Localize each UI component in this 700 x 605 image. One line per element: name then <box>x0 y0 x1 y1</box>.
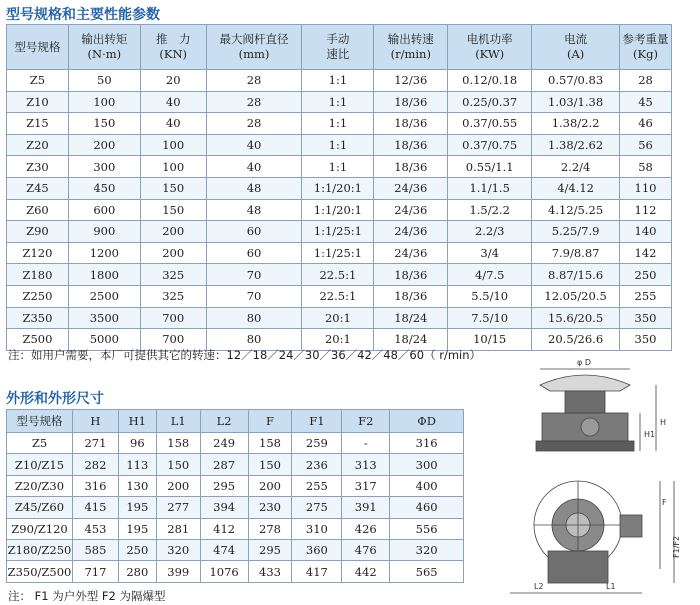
table-cell: 50 <box>68 70 140 92</box>
table-cell: 100 <box>140 134 206 156</box>
table-cell: 426 <box>342 518 390 539</box>
table-cell: 12/36 <box>374 70 448 92</box>
table-cell: 8.87/15.6 <box>532 264 620 286</box>
table-cell: 476 <box>342 539 390 560</box>
actuator-drawing <box>470 355 696 603</box>
table-cell: 150 <box>156 454 200 475</box>
table-cell: 56 <box>620 134 672 156</box>
table-cell: 400 <box>390 475 464 496</box>
motor-plan-icon <box>548 551 608 583</box>
table-cell: Z15 <box>7 113 69 135</box>
table-cell: 1:1 <box>302 134 374 156</box>
table-row <box>7 561 464 582</box>
table-cell: 1:1/25:1 <box>302 242 374 264</box>
table-cell: Z5 <box>7 433 73 454</box>
table-cell: 271 <box>72 433 118 454</box>
table-cell: 18/36 <box>374 91 448 113</box>
table-cell: 250 <box>620 264 672 286</box>
spec-header-2: 推 力 (KN) <box>140 25 206 70</box>
table-cell: 313 <box>342 454 390 475</box>
table-cell: 320 <box>156 539 200 560</box>
table-cell: 0.25/0.37 <box>448 91 532 113</box>
table-cell: 280 <box>118 561 156 582</box>
table-cell: 1:1 <box>302 91 374 113</box>
table-cell: 18/36 <box>374 156 448 178</box>
table-cell: 3500 <box>68 307 140 329</box>
spec-header-1: 输出转矩 (N·m) <box>68 25 140 70</box>
table-cell: 460 <box>390 497 464 518</box>
table-cell: 287 <box>200 454 248 475</box>
table-cell: 200 <box>248 475 292 496</box>
table-row <box>7 497 464 518</box>
table-cell: 70 <box>206 285 302 307</box>
table-cell: 0.55/1.1 <box>448 156 532 178</box>
table-cell: 80 <box>206 307 302 329</box>
base-flange-icon <box>536 441 634 451</box>
table-cell: 700 <box>140 329 206 351</box>
table-cell: 195 <box>118 497 156 518</box>
table-cell: 2500 <box>68 285 140 307</box>
table-cell: 12.05/20.5 <box>532 285 620 307</box>
table-cell: 295 <box>200 475 248 496</box>
spec-table <box>6 24 672 351</box>
table-cell: 565 <box>390 561 464 582</box>
table-row <box>7 475 464 496</box>
table-cell: 28 <box>206 70 302 92</box>
table-cell: 158 <box>156 433 200 454</box>
table-cell: 259 <box>292 433 342 454</box>
table-cell: 4.12/5.25 <box>532 199 620 221</box>
table-cell: 195 <box>118 518 156 539</box>
table-cell: 3/4 <box>448 242 532 264</box>
table-cell: 200 <box>140 242 206 264</box>
dims-header-4: L2 <box>200 410 248 433</box>
table-cell: 394 <box>200 497 248 518</box>
table-cell: 450 <box>68 177 140 199</box>
spec-header-7: 电流 (A) <box>532 25 620 70</box>
table-cell: 46 <box>620 113 672 135</box>
table-cell: 316 <box>390 433 464 454</box>
table-cell: Z30 <box>7 156 69 178</box>
table-cell: 325 <box>140 285 206 307</box>
table-cell: 295 <box>248 539 292 560</box>
table-cell: 1.38/2.62 <box>532 134 620 156</box>
table-cell: 300 <box>68 156 140 178</box>
table-cell: 255 <box>292 475 342 496</box>
table-cell: 150 <box>140 199 206 221</box>
table-row <box>7 454 464 475</box>
table-cell: 0.37/0.75 <box>448 134 532 156</box>
table-cell: 277 <box>156 497 200 518</box>
table-cell: Z250 <box>7 285 69 307</box>
table-cell: 316 <box>72 475 118 496</box>
spec-header-5: 输出转速 (r/min) <box>374 25 448 70</box>
table-cell: 58 <box>620 156 672 178</box>
table-cell: 110 <box>620 177 672 199</box>
table-row <box>7 518 464 539</box>
table-cell: 281 <box>156 518 200 539</box>
table-cell: 48 <box>206 199 302 221</box>
table-cell: 18/24 <box>374 329 448 351</box>
table-row <box>7 70 672 92</box>
table-cell: 1:1/25:1 <box>302 221 374 243</box>
table-cell: 40 <box>206 156 302 178</box>
table-cell: 442 <box>342 561 390 582</box>
table-cell: 300 <box>390 454 464 475</box>
table-cell: 150 <box>248 454 292 475</box>
table-cell: 20.5/26.6 <box>532 329 620 351</box>
table-cell: 350 <box>620 307 672 329</box>
table-cell: 600 <box>68 199 140 221</box>
table-cell: 7.5/10 <box>448 307 532 329</box>
table-cell: 20:1 <box>302 307 374 329</box>
table-cell: 1:1 <box>302 70 374 92</box>
spec-header-row <box>7 25 672 70</box>
table-cell: Z20 <box>7 134 69 156</box>
table-cell: 112 <box>620 199 672 221</box>
table-row <box>7 433 464 454</box>
table-cell: 10/15 <box>448 329 532 351</box>
label-f1f2: F1/F2 <box>672 535 681 558</box>
table-cell: 236 <box>292 454 342 475</box>
table-cell: 556 <box>390 518 464 539</box>
table-cell: Z90 <box>7 221 69 243</box>
table-cell: 391 <box>342 497 390 518</box>
table-cell: 200 <box>68 134 140 156</box>
table-cell: 1:1/20:1 <box>302 199 374 221</box>
table-cell: 417 <box>292 561 342 582</box>
table-cell: 7.9/8.87 <box>532 242 620 264</box>
table-cell: 1076 <box>200 561 248 582</box>
table-cell: 60 <box>206 242 302 264</box>
table-row <box>7 264 672 286</box>
table-row <box>7 307 672 329</box>
table-cell: 18/36 <box>374 134 448 156</box>
dims-header-row <box>7 410 464 433</box>
table-cell: 1.03/1.38 <box>532 91 620 113</box>
table-cell: 453 <box>72 518 118 539</box>
table-cell: 1200 <box>68 242 140 264</box>
table-cell: 40 <box>140 91 206 113</box>
table-cell: 0.12/0.18 <box>448 70 532 92</box>
table-cell: 158 <box>248 433 292 454</box>
table-cell: 48 <box>206 177 302 199</box>
table-row <box>7 242 672 264</box>
label-h1: H1 <box>644 430 656 439</box>
table-cell: 2.2/4 <box>532 156 620 178</box>
table-cell: 100 <box>140 156 206 178</box>
table-cell: 28 <box>206 113 302 135</box>
table-cell: 317 <box>342 475 390 496</box>
table-cell: 142 <box>620 242 672 264</box>
table-cell: Z500 <box>7 329 69 351</box>
table-cell: Z350 <box>7 307 69 329</box>
table-cell: 18/36 <box>374 113 448 135</box>
table-cell: 249 <box>200 433 248 454</box>
label-f: F <box>662 498 667 507</box>
spec-header-6: 电机功率 (KW) <box>448 25 532 70</box>
table-cell: 433 <box>248 561 292 582</box>
table-cell: 1:1 <box>302 113 374 135</box>
table-cell: 415 <box>72 497 118 518</box>
handwheel-icon <box>540 375 630 391</box>
table-cell: 130 <box>118 475 156 496</box>
table-cell: 700 <box>140 307 206 329</box>
table-cell: Z90/Z120 <box>7 518 73 539</box>
table-cell: 282 <box>72 454 118 475</box>
dims-header-1: H <box>72 410 118 433</box>
table-cell: 40 <box>206 134 302 156</box>
table-cell: 28 <box>206 91 302 113</box>
table-cell: 250 <box>118 539 156 560</box>
label-d: φ D <box>577 358 591 367</box>
table-cell: Z5 <box>7 70 69 92</box>
table-cell: 113 <box>118 454 156 475</box>
table-cell: 0.57/0.83 <box>532 70 620 92</box>
table-cell: 4/4.12 <box>532 177 620 199</box>
table-row <box>7 221 672 243</box>
sight-glass-icon <box>581 418 599 436</box>
table-cell: 40 <box>140 113 206 135</box>
dims-header-0: 型号规格 <box>7 410 73 433</box>
table-cell: 1.5/2.2 <box>448 199 532 221</box>
table-cell: 24/36 <box>374 177 448 199</box>
table-row <box>7 285 672 307</box>
table-cell: 70 <box>206 264 302 286</box>
table-cell: 320 <box>390 539 464 560</box>
spec-header-8: 参考重量 (Kg) <box>620 25 672 70</box>
table-cell: 24/36 <box>374 199 448 221</box>
table-cell: 2.2/3 <box>448 221 532 243</box>
table-cell: 275 <box>292 497 342 518</box>
table-cell: 200 <box>156 475 200 496</box>
label-l1: L1 <box>606 582 616 591</box>
table-cell: 100 <box>68 91 140 113</box>
table-row <box>7 539 464 560</box>
table-cell: 0.37/0.55 <box>448 113 532 135</box>
table-cell: Z10 <box>7 91 69 113</box>
table-cell: 150 <box>140 177 206 199</box>
table-cell: Z60 <box>7 199 69 221</box>
table-cell: 200 <box>140 221 206 243</box>
table-cell: 1:1 <box>302 156 374 178</box>
spec-header-3: 最大阀杆直径 (mm) <box>206 25 302 70</box>
table-row <box>7 134 672 156</box>
table-cell: 18/36 <box>374 264 448 286</box>
table-cell: 310 <box>292 518 342 539</box>
table-cell: Z45/Z60 <box>7 497 73 518</box>
table-cell: 5.5/10 <box>448 285 532 307</box>
table-cell: 230 <box>248 497 292 518</box>
table-cell: 1800 <box>68 264 140 286</box>
table-row <box>7 156 672 178</box>
dims-header-3: L1 <box>156 410 200 433</box>
label-h: H <box>660 418 667 427</box>
dims-note: 注： F1 为户外型 F2 为隔爆型 <box>8 589 166 603</box>
upper-gear-housing-icon <box>565 391 605 413</box>
table-row <box>7 199 672 221</box>
table-cell: 20 <box>140 70 206 92</box>
table-cell: 22.5:1 <box>302 264 374 286</box>
table-cell: 278 <box>248 518 292 539</box>
table-cell: 24/36 <box>374 221 448 243</box>
dims-header-7: F2 <box>342 410 390 433</box>
table-cell: 15.6/20.5 <box>532 307 620 329</box>
spec-note: 注：如用户需要，本厂可提供其它的转速：12／18／24／30／36／42／48／60（ r/min） <box>8 348 482 362</box>
table-cell: 18/24 <box>374 307 448 329</box>
control-box-icon <box>620 515 642 537</box>
table-cell: 5000 <box>68 329 140 351</box>
table-row <box>7 91 672 113</box>
table-cell: 150 <box>68 113 140 135</box>
table-cell: 20:1 <box>302 329 374 351</box>
table-cell: 255 <box>620 285 672 307</box>
dims-header-8: ΦD <box>390 410 464 433</box>
table-cell: Z10/Z15 <box>7 454 73 475</box>
dims-title: 外形和外形尺寸 <box>6 391 104 407</box>
label-l2: L2 <box>534 582 544 591</box>
table-cell: 60 <box>206 221 302 243</box>
table-cell: - <box>342 433 390 454</box>
dims-header-2: H1 <box>118 410 156 433</box>
table-cell: Z45 <box>7 177 69 199</box>
dims-header-5: F <box>248 410 292 433</box>
spec-header-4: 手动 速比 <box>302 25 374 70</box>
table-cell: 360 <box>292 539 342 560</box>
table-cell: 585 <box>72 539 118 560</box>
table-cell: Z180/Z250 <box>7 539 73 560</box>
table-cell: Z20/Z30 <box>7 475 73 496</box>
table-cell: 80 <box>206 329 302 351</box>
table-cell: 4/7.5 <box>448 264 532 286</box>
table-cell: 1:1/20:1 <box>302 177 374 199</box>
table-cell: 717 <box>72 561 118 582</box>
table-cell: 474 <box>200 539 248 560</box>
table-cell: 28 <box>620 70 672 92</box>
table-cell: Z120 <box>7 242 69 264</box>
table-cell: 350 <box>620 329 672 351</box>
table-cell: Z180 <box>7 264 69 286</box>
table-row <box>7 177 672 199</box>
spec-title: 型号规格和主要性能参数 <box>6 7 160 23</box>
table-cell: 45 <box>620 91 672 113</box>
table-cell: 140 <box>620 221 672 243</box>
spec-header-0: 型号规格 <box>7 25 69 70</box>
table-cell: 900 <box>68 221 140 243</box>
table-cell: 1.38/2.2 <box>532 113 620 135</box>
table-cell: 325 <box>140 264 206 286</box>
dims-table <box>6 409 464 583</box>
table-cell: Z350/Z500 <box>7 561 73 582</box>
table-cell: 5.25/7.9 <box>532 221 620 243</box>
dims-header-6: F1 <box>292 410 342 433</box>
table-cell: 96 <box>118 433 156 454</box>
table-cell: 399 <box>156 561 200 582</box>
table-cell: 1.1/1.5 <box>448 177 532 199</box>
table-cell: 22.5:1 <box>302 285 374 307</box>
table-row <box>7 113 672 135</box>
table-cell: 18/36 <box>374 285 448 307</box>
table-cell: 412 <box>200 518 248 539</box>
table-cell: 24/36 <box>374 242 448 264</box>
